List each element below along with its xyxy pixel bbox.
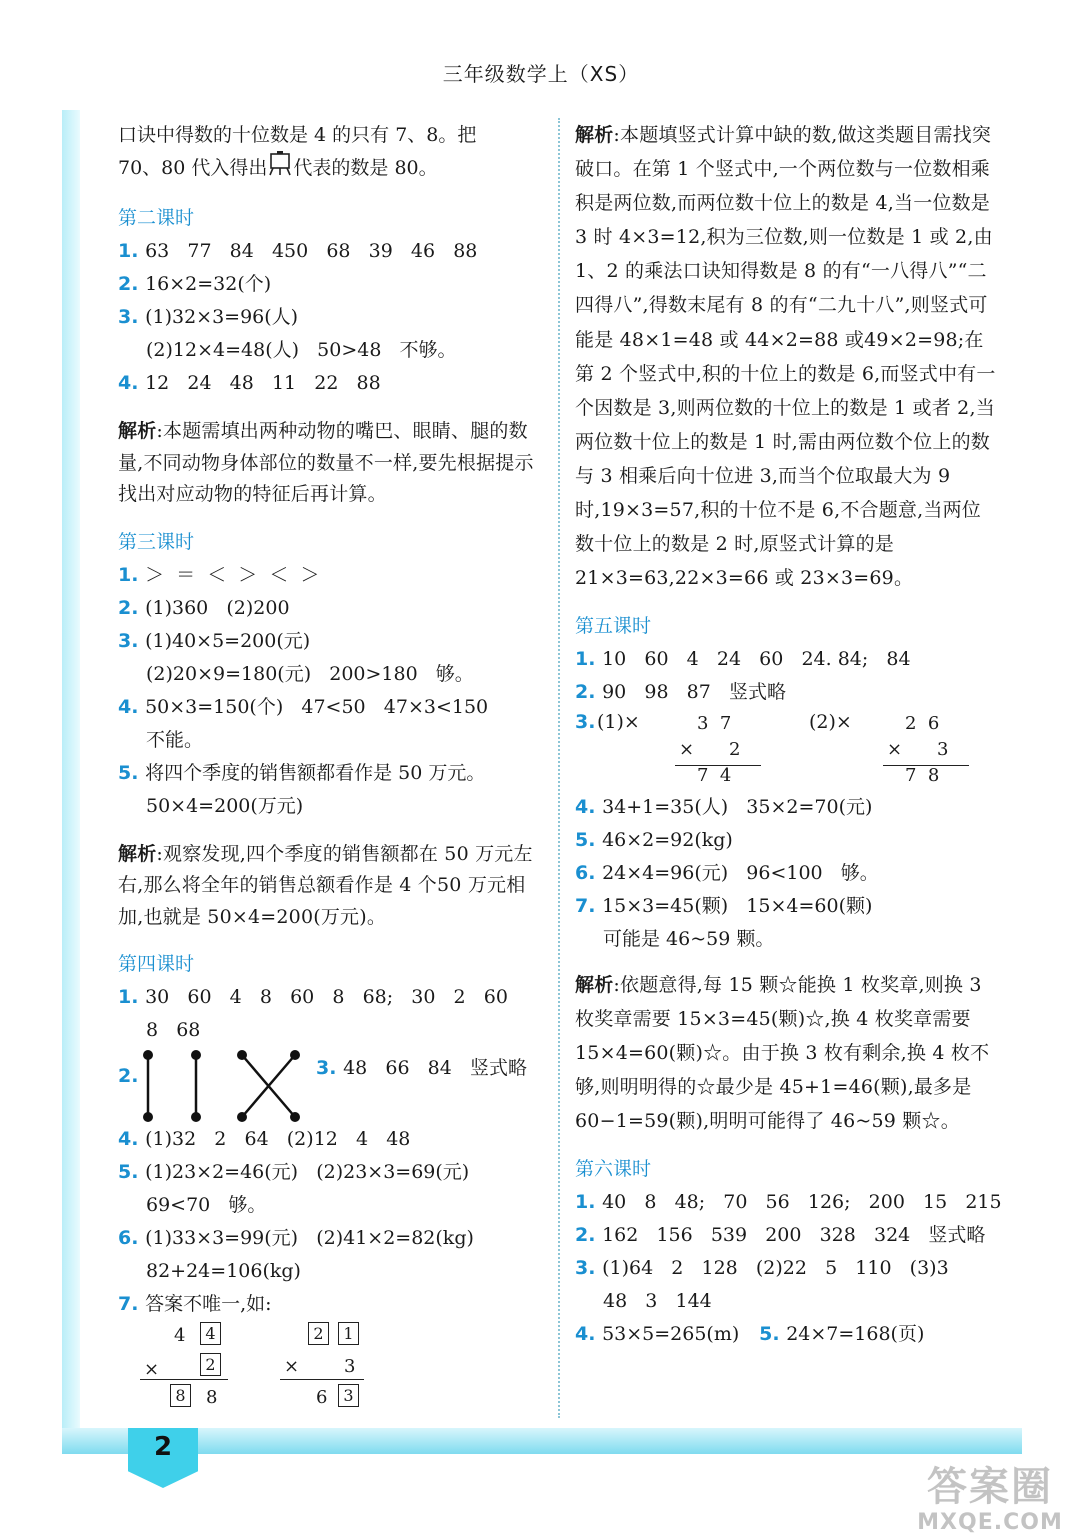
l5-answer-1: 1. 10 60 4 24 60 24. 84; 84 xyxy=(575,648,911,671)
intro-line-1: 口诀中得数的十位数是 4 的只有 7、8。把 xyxy=(118,124,477,146)
watermark: 答案圈 MXQE.COM xyxy=(917,1464,1063,1535)
l3-answer-3b: (2)20×9=180(元) 200>180 够。 xyxy=(146,662,474,685)
answer-box: 4 xyxy=(200,1322,221,1345)
figure-icon xyxy=(267,151,293,187)
l3-answer-4a: 4. 50×3=150(个) 47<50 47×3<150 xyxy=(118,695,489,718)
answer-box: 2 xyxy=(308,1322,329,1345)
intro-line-2 xyxy=(118,151,550,187)
answer-box: 1 xyxy=(338,1322,359,1345)
l5-analysis: 解析:依题意得,每 15 颗☆能换 1 枚奖章,则换 3 枚奖章需要 15×3=45(颗)☆,换 4 枚奖章需要 15×4=60(颗)☆。由于换 3 枚有剩余,换 4 枚不够,则明明得的☆最少是 45+1=46(颗),最多是 60−1=59(颗),明明可能得了 46~59 颗☆。 xyxy=(575,974,990,1133)
vertical-calc-5-1: 3 7 × 2 7 4 xyxy=(675,709,765,789)
l4-answer-6a: 6. (1)33×3=99(元) (2)41×2=82(kg) xyxy=(118,1227,474,1249)
l5-answer-3-1: (1)× xyxy=(597,711,640,734)
lesson-6-title: 第六课时 xyxy=(575,1158,652,1181)
l6-answer-3a: 3. (1)64 2 128 (2)22 5 110 (3)3 xyxy=(575,1257,949,1280)
l3-analysis: 解析:观察发现,四个季度的销售额都在 50 万元左右,那么将全年的销售总额看作是 4 个50 万元相加,也就是 50×4=200(万元)。 xyxy=(118,842,533,928)
l5-answer-7b: 可能是 46~59 颗。 xyxy=(603,928,775,951)
l6-answer-1: 1. 40 8 48; 70 56 126; 200 15 215 xyxy=(575,1191,1002,1214)
lesson-4-title: 第四课时 xyxy=(118,953,195,975)
l2-answer-3a: 3. (1)32×3=96(人) xyxy=(118,306,299,328)
right-column xyxy=(575,118,1000,1351)
page-edge-decoration xyxy=(62,110,80,1440)
l5-answer-7a: 7. 15×3=45(颗) 15×4=60(颗) xyxy=(575,895,873,918)
intro-line-2a: 70、80 代入得出 xyxy=(118,157,268,179)
l6-answer-3b: 48 3 144 xyxy=(603,1290,712,1313)
l3-answer-3a: 3. (1)40×5=200(元) xyxy=(118,629,311,652)
answer-box: 2 xyxy=(200,1353,221,1376)
l5-answer-5: 5. 46×2=92(kg) xyxy=(575,829,733,852)
l5-answer-2: 2. 90 98 87 竖式略 xyxy=(575,681,786,704)
page-bottom-band xyxy=(62,1428,1022,1454)
l3-answer-2: 2. (1)360 (2)200 xyxy=(118,596,290,619)
intro-line-2b: 代表的数是 80。 xyxy=(293,157,438,179)
l2-analysis: 解析:本题需填出两种动物的嘴巴、眼睛、腿的数量,不同动物身体部位的数量不一样,要先根据提示找出对应动物的特征后再计算。 xyxy=(118,420,534,505)
lesson-2-title: 第二课时 xyxy=(118,207,195,229)
page-header: 三年级数学上（XS） xyxy=(442,62,640,86)
l5-answer-4: 4. 34+1=35(人) 35×2=70(元) xyxy=(575,796,873,819)
l4-answer-6b: 82+24=106(kg) xyxy=(146,1260,301,1282)
matching-lines-icon xyxy=(140,1047,340,1123)
l5-answer-3-row: 3. (1)× 3 7 × 2 7 4 (2)× 2 6 × 3 7 8 xyxy=(575,709,1000,791)
l4-answer-2-row: 2. 3. 48 66 84 竖式略 xyxy=(118,1047,550,1123)
l4-answer-4: 4. (1)32 2 64 (2)12 4 48 xyxy=(118,1128,411,1150)
l4-answer-7: 7. 答案不唯一,如: xyxy=(118,1293,272,1315)
vertical-calc-1: 4 4 × 2 8 8 xyxy=(140,1321,230,1411)
column-divider xyxy=(558,118,560,1418)
l2-answer-3b: (2)12×4=48(人) 50>48 不够。 xyxy=(146,339,457,361)
l5-answer-6: 6. 24×4=96(元) 96<100 够。 xyxy=(575,862,879,885)
l6-answer-2: 2. 162 156 539 200 328 324 竖式略 xyxy=(575,1224,986,1247)
l3-answer-1: 1. ＞ ＝ ＜ ＞ ＜ ＞ xyxy=(118,563,320,586)
left-column xyxy=(118,120,550,1411)
vertical-calc-2: 2 1 × 3 6 3 xyxy=(280,1321,370,1411)
lesson-5-title: 第五课时 xyxy=(575,615,652,638)
l3-answer-4b: 不能。 xyxy=(146,728,204,751)
l4-answer-5a: 5. (1)23×2=46(元) (2)23×3=69(元) xyxy=(118,1161,470,1183)
answer-box: 8 xyxy=(170,1384,191,1407)
l2-answer-4: 4. 12 24 48 11 22 88 xyxy=(118,372,381,394)
l5-answer-3-2: (2)× xyxy=(809,711,852,734)
l4-analysis: 解析:本题填竖式计算中缺的数,做这类题目需找突破口。在第 1 个竖式中,一个两位数与一位数相乘积是两位数,而两位数十位上的数是 4,当一位数是 3 时 4×3=12,积为三位数,则一位数是 1 或 2,由 1、2 的乘法口诀知得数是 8 的有“一八得八”“二四得八”,得数末尾有 8 的有“二九十八”,则竖式可能是 48×1=48 或 44×2=88 或49×2=98;在第 2 个竖式中,积的十位上的数是 6,而竖式中有一个因数是 3,则两位数的十位上的数是 1 或者 2,当两位数十位上的数是 1 时,需由两位数个位上的数与 3 相乘后向十位进 3,而当个位取最大为 9 时,19×3=57,积的十位不是 6,不合题意,当两位数十位上的数是 2 时,原竖式计算的是 21×3=63,22×3=66 或 23×3=69。 xyxy=(575,124,996,590)
l2-answer-1: 1. 63 77 84 450 68 39 46 88 xyxy=(118,240,478,262)
l4-answer-1b: 8 68 xyxy=(146,1019,201,1041)
l6-answer-4-5: 4. 53×5=265(m) 5. 24×7=168(页) xyxy=(575,1323,925,1346)
l4-answer-5b: 69<70 够。 xyxy=(146,1194,267,1216)
page-number: 2 xyxy=(153,1432,173,1462)
l3-answer-5a: 5. 将四个季度的销售额都看作是 50 万元。 xyxy=(118,761,486,784)
l4-vertical-calcs xyxy=(118,1321,550,1411)
vertical-calc-5-2: 2 6 × 3 7 8 xyxy=(883,709,973,789)
l4-answer-1a: 1. 30 60 4 8 60 8 68; 30 2 60 xyxy=(118,986,508,1008)
l3-answer-5b: 50×4=200(万元) xyxy=(146,794,304,817)
l2-answer-2: 2. 16×2=32(个) xyxy=(118,273,272,295)
answer-box: 3 xyxy=(338,1384,359,1407)
lesson-3-title: 第三课时 xyxy=(118,530,195,553)
l4-answer-3: 3. 48 66 84 竖式略 xyxy=(316,1057,527,1079)
